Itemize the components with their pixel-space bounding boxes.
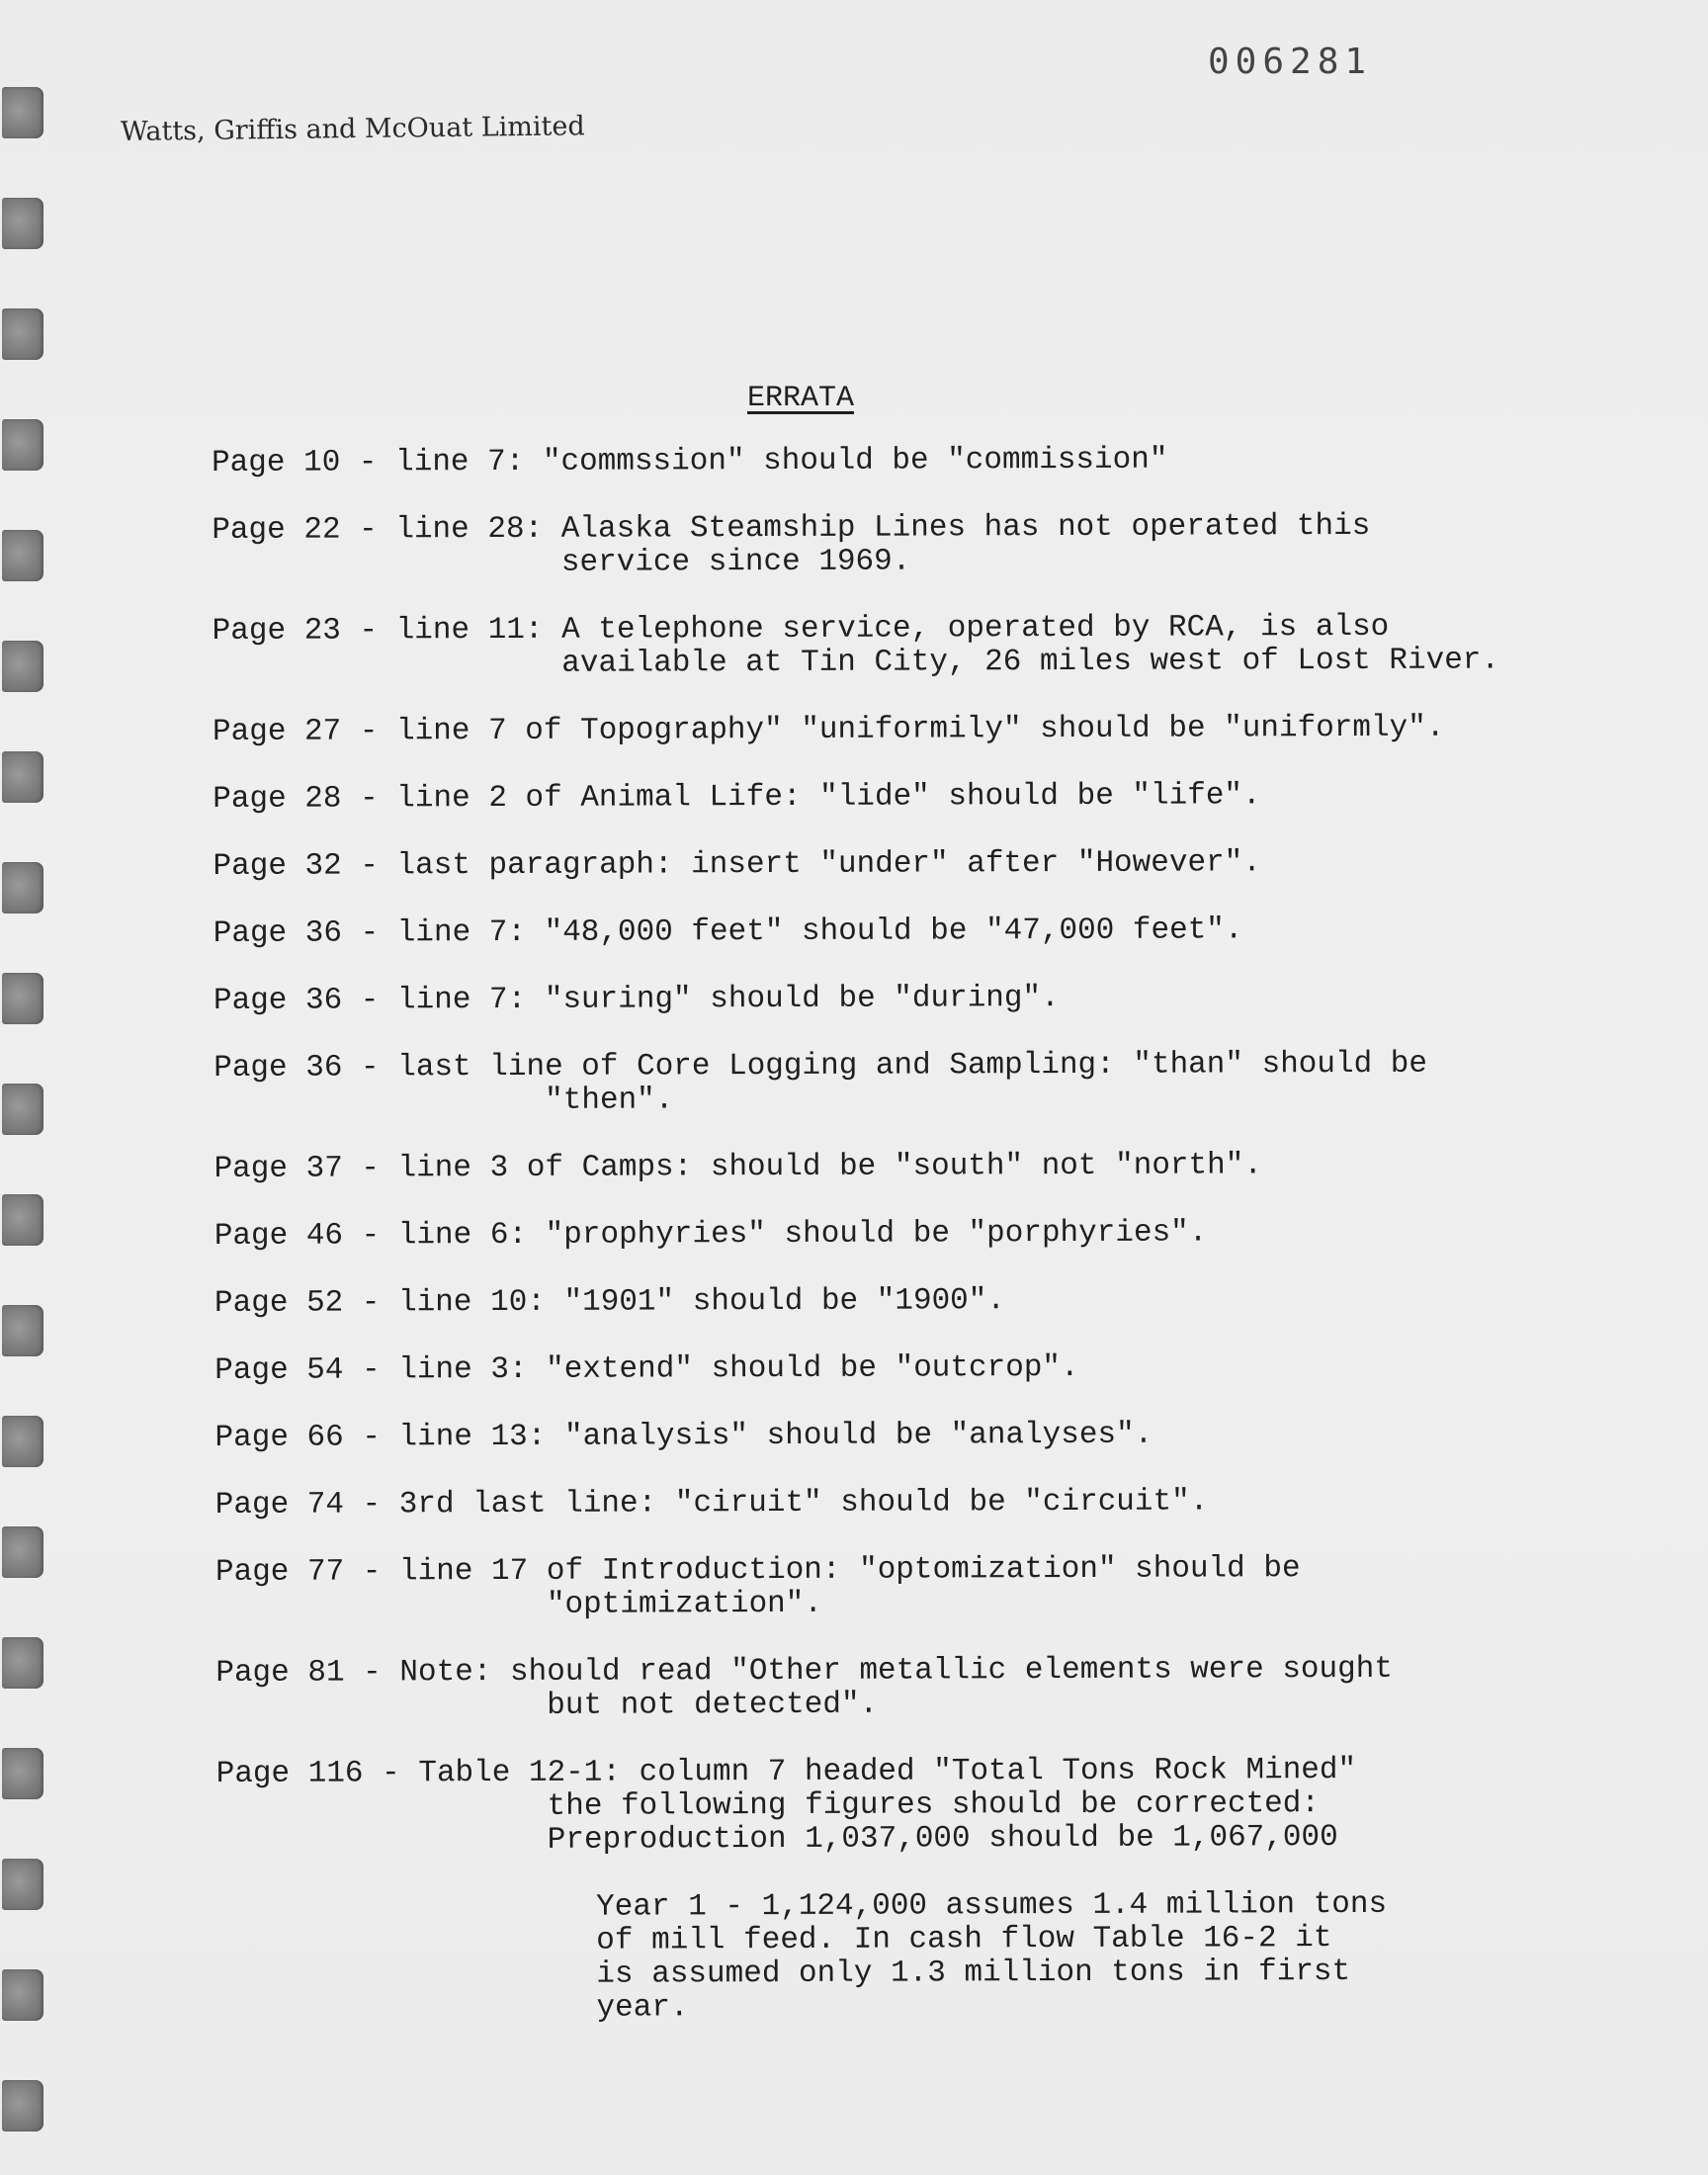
errata-note-line: year. <box>596 1990 689 2026</box>
errata-page-reference: Page 52 - line 10: <box>214 1284 564 1321</box>
errata-entry <box>216 1753 1640 1859</box>
binding-hole-icon <box>2 1637 43 1689</box>
errata-text-line: "prophyries" should be "porphyries". <box>545 1215 1208 1253</box>
errata-entry <box>214 1417 1638 1455</box>
errata-text-line: available at Tin City, 26 miles west of Lost River. <box>561 643 1500 681</box>
errata-entry <box>214 1047 1637 1119</box>
errata-page-reference: Page 54 - line 3: <box>214 1351 547 1388</box>
binding-hole-icon <box>2 1084 43 1135</box>
errata-page-reference: Page 10 - line 7: <box>211 444 543 480</box>
errata-page-reference: Page 22 - line 28: <box>212 511 561 548</box>
errata-entry <box>214 1282 1638 1321</box>
binding-hole-icon <box>2 1194 43 1246</box>
errata-entry <box>212 509 1635 581</box>
errata-entry <box>214 1349 1638 1388</box>
errata-text-line: "commssion" should be "commission" <box>542 442 1168 479</box>
errata-note-line: of mill feed. In cash flow Table 16-2 it <box>596 1921 1332 1958</box>
errata-entry <box>215 1551 1639 1623</box>
binding-hole-icon <box>2 308 43 360</box>
binding-hole-icon <box>2 530 43 581</box>
errata-entry <box>214 1148 1637 1186</box>
errata-list <box>212 442 1641 2027</box>
binding-hole-icon <box>2 973 43 1024</box>
errata-text-line: "suring" should be "during". <box>544 981 1060 1017</box>
errata-text-line: line 2 of Animal Life: "lide" should be "life". <box>396 778 1261 817</box>
errata-text-line: line 3 of Camps: should be "south" not "north". <box>397 1148 1262 1186</box>
binding-hole-icon <box>2 2080 43 2132</box>
binding-hole-icon <box>2 641 43 692</box>
errata-page-reference: Page 77 - <box>214 1554 400 1590</box>
binding-hole-icon <box>2 87 43 138</box>
errata-text-line: "then". <box>545 1083 674 1118</box>
errata-entry <box>214 980 1637 1018</box>
binding-hole-icon <box>2 1526 43 1578</box>
errata-text-line: Preproduction 1,037,000 should be 1,067,000 <box>547 1820 1338 1858</box>
errata-page-reference: Page 116 - <box>215 1756 419 1791</box>
errata-page-reference: Page 27 - <box>212 714 397 749</box>
errata-text-line: Table 12-1: column 7 headed "Total Tons Rock Mined" <box>418 1752 1357 1791</box>
errata-page-reference: Page 36 - line 7: <box>213 982 545 1018</box>
errata-page-reference: Page 23 - line 11: <box>212 612 562 649</box>
binding-hole-icon <box>2 1416 43 1467</box>
errata-entry <box>214 1215 1638 1254</box>
errata-entry <box>215 1484 1639 1522</box>
errata-page-reference: Page 36 - <box>214 1050 398 1086</box>
errata-entry <box>215 1652 1639 1724</box>
errata-text-line: the following figures should be corrected: <box>547 1786 1321 1824</box>
letterhead: Watts, Griffis and McOuat Limited <box>120 111 585 147</box>
binding-hole-icon <box>2 1305 43 1356</box>
errata-text-line: last paragraph: insert "under" after "However". <box>396 845 1261 884</box>
errata-text-line: line 17 of Introduction: "optomization" should be <box>398 1551 1301 1590</box>
errata-text-line: Note: should read "Other metallic elements were sought <box>399 1651 1393 1691</box>
errata-note-line: is assumed only 1.3 million tons in first <box>596 1954 1351 1992</box>
errata-entry <box>213 711 1636 749</box>
errata-page-reference: Page 36 - line 7: <box>213 914 545 951</box>
errata-text-line: Alaska Steamship Lines has not operated this <box>560 508 1371 547</box>
errata-entry <box>213 778 1636 817</box>
errata-text-line: "optimization". <box>546 1586 823 1622</box>
errata-text-line: "analysis" should be "analyses". <box>563 1417 1153 1454</box>
errata-entry <box>213 610 1636 682</box>
errata-note-line: Year 1 - 1,124,000 assumes 1.4 million tons <box>596 1886 1388 1925</box>
binding-hole-icon <box>2 1859 43 1910</box>
errata-text-line: "48,000 feet" should be "47,000 feet". <box>544 913 1243 950</box>
binding-hole-icon <box>2 198 43 249</box>
errata-text-line: but not detected". <box>547 1687 879 1723</box>
binding-hole-icon <box>2 862 43 914</box>
errata-page-reference: Page 37 - <box>214 1151 398 1186</box>
spiral-binding <box>0 0 59 2175</box>
errata-text-line: last line of Core Logging and Sampling: "than" should be <box>397 1046 1428 1086</box>
binding-hole-icon <box>2 1748 43 1799</box>
errata-entry <box>214 913 1637 951</box>
errata-text-line: "1901" should be "1900". <box>563 1283 1006 1320</box>
document-number: 006281 <box>1208 42 1373 82</box>
errata-page-reference: Page 66 - line 13: <box>214 1419 565 1455</box>
errata-page-reference: Page 46 - line 6: <box>214 1217 546 1254</box>
errata-entry <box>212 442 1635 480</box>
errata-text-line: A telephone service, operated by RCA, is also <box>561 609 1390 648</box>
errata-text-line: service since 1969. <box>560 544 911 580</box>
binding-hole-icon <box>2 751 43 803</box>
binding-hole-icon <box>2 1969 43 2021</box>
errata-text-line: line 7 of Topography" "uniformily" should be "uniformly". <box>395 710 1445 749</box>
errata-entry <box>213 845 1636 884</box>
errata-page-reference: Page 74 - <box>214 1487 399 1522</box>
binding-hole-icon <box>2 419 43 471</box>
errata-page-reference: Page 81 - <box>215 1655 400 1691</box>
errata-page-reference: Page 28 - <box>213 781 397 817</box>
errata-text-line: 3rd last line: "ciruit" should be "circuit". <box>398 1484 1209 1522</box>
page-title: ERRATA <box>747 382 855 415</box>
errata-page-reference: Page 32 - <box>213 848 397 884</box>
errata-text-line: "extend" should be "outcrop". <box>546 1349 1079 1387</box>
errata-note <box>596 1887 1640 2026</box>
